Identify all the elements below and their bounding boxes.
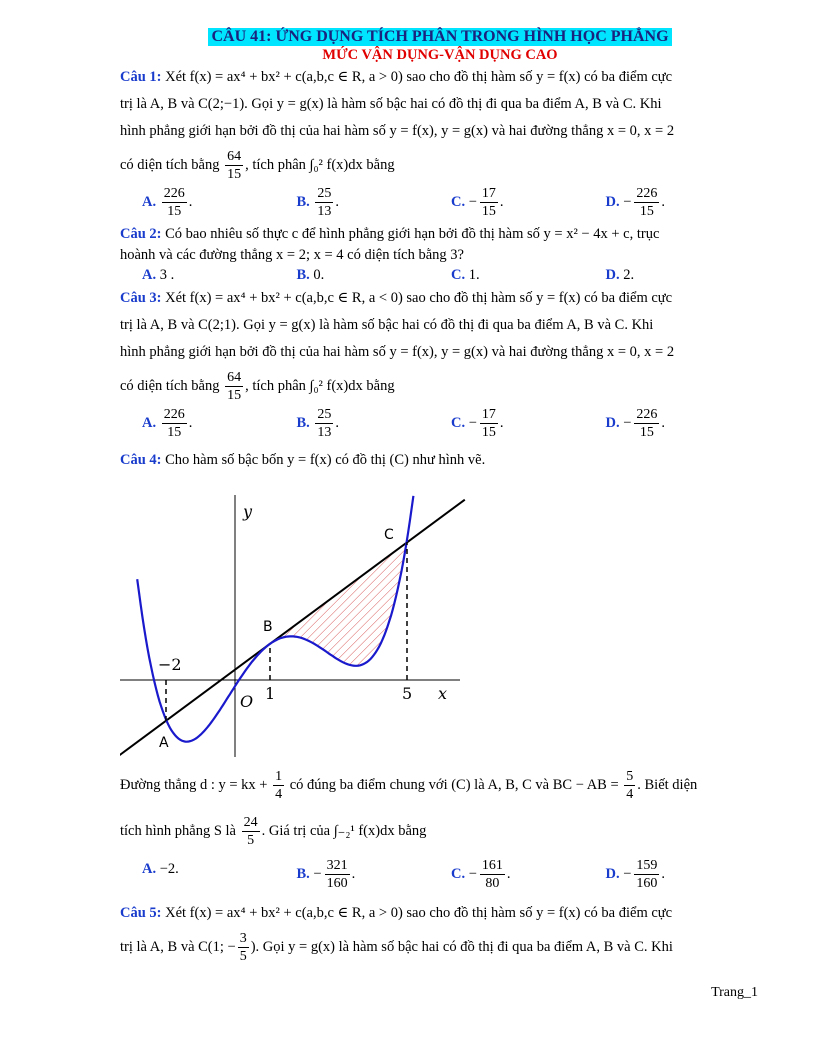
fraction (634, 406, 659, 441)
choices-q1 (120, 185, 760, 220)
question-label: Câu 3: (120, 290, 162, 306)
question-text: ). Gọi y = g(x) là hàm số bậc hai có đồ thị đi qua ba điểm A, B và C. Khi (250, 939, 673, 955)
frac-den: 13 (317, 204, 332, 219)
neg-sign: − (468, 865, 477, 882)
question-label: Câu 4: (120, 452, 162, 468)
page-content (120, 28, 760, 474)
question-text: Xét f(x) = ax⁴ + bx² + c(a,b,c ∈ R, a < 0) sao cho đồ thị hàm số y = f(x) có ba điểm cực (165, 290, 673, 306)
neg-sign: − (468, 414, 477, 431)
choice-a[interactable] (142, 857, 297, 892)
point-b-label: B (263, 619, 273, 635)
frac-num: 226 (636, 407, 658, 422)
choice-letter: A. (142, 861, 157, 877)
choice-letter: C. (451, 193, 466, 210)
frac-num: 226 (636, 186, 658, 201)
fraction (162, 185, 187, 220)
fraction (238, 930, 249, 965)
page-content-lower (120, 765, 760, 967)
fraction (242, 814, 260, 849)
fraction (480, 185, 498, 220)
frac-den: 15 (227, 388, 242, 404)
choice-letter: A. (142, 414, 157, 431)
frac-num: 1 (275, 769, 283, 785)
frac-den: 80 (485, 876, 500, 891)
x-axis-label: x (438, 684, 448, 703)
frac-num: 159 (636, 858, 658, 873)
frac-den: 15 (227, 167, 242, 183)
frac-num: 25 (317, 407, 332, 422)
choice-letter: B. (296, 193, 310, 210)
fraction (225, 369, 243, 404)
choice-a[interactable]: A. $\frac{226}{15}$ . (142, 407, 193, 440)
question-3 (120, 285, 760, 406)
choice-letter: D. (605, 267, 620, 283)
choice-letter: D. (605, 414, 620, 431)
y-axis-label: y (243, 502, 253, 521)
question-text: Có bao nhiêu số thực c để hình phẳng giới hạn bởi đồ thị hàm số y = x² − 4x + c, trục (165, 226, 660, 242)
question-text: Đường thẳng d : y = kx + (120, 777, 268, 793)
question-4 (120, 447, 760, 474)
neg-sign: − (313, 865, 322, 882)
question-5 (120, 900, 760, 967)
question-text: có diện tích bằng (120, 157, 220, 173)
frac-num: 64 (227, 149, 242, 165)
choice-letter: B. (296, 414, 310, 431)
fraction (634, 185, 659, 220)
fraction (225, 148, 243, 183)
question-text: , tích phân ∫₀² f(x)dx bằng (245, 157, 395, 173)
choice-c[interactable]: C. − $\frac{17}{15}$ . (451, 407, 504, 440)
frac-den: 15 (167, 204, 182, 219)
frac-den: 15 (639, 204, 654, 219)
question-text: , tích phân ∫₀² f(x)dx bằng (245, 378, 395, 394)
choice-letter: A. (142, 267, 157, 283)
choice-letter: C. (451, 865, 466, 882)
choices-q2 (120, 266, 760, 285)
title-wrap (120, 28, 760, 46)
question-2 (120, 224, 760, 266)
page-number: Trang_1 (711, 985, 758, 1000)
choice-a[interactable] (142, 266, 297, 285)
question-text: hình phẳng giới hạn bởi đồ thị của hai hàm số y = f(x), y = g(x) và hai đường thẳng x = 0, x = 2 (120, 123, 675, 139)
choice-text: 1. (468, 267, 480, 283)
choice-c[interactable]: C. − $\frac{17}{15}$ . (451, 186, 504, 219)
question-1 (120, 64, 760, 185)
frac-num: 3 (239, 931, 247, 947)
question-text: hoành và các đường thẳng x = 2; x = 4 có diện tích bằng 3? (120, 247, 464, 263)
fraction (480, 406, 498, 441)
frac-den: 160 (326, 876, 348, 891)
neg-sign: − (468, 193, 477, 210)
question-text: hình phẳng giới hạn bởi đồ thị của hai hàm số y = f(x), y = g(x) và hai đường thẳng x = 0, x = 2 (120, 344, 675, 360)
frac-num: 226 (163, 407, 185, 422)
question-text: trị là A, B và C(1; − (120, 939, 236, 955)
point-a-label: A (159, 735, 169, 751)
fraction (624, 768, 635, 803)
choice-d[interactable]: D. − $\frac{226}{15}$ . (605, 407, 666, 440)
frac-den: 15 (167, 425, 182, 440)
choice-letter: B. (296, 865, 310, 882)
neg-sign: − (623, 865, 632, 882)
origin-label: O (240, 692, 254, 711)
point-c-label: C (384, 527, 394, 543)
frac-num: 321 (326, 858, 348, 873)
question-text: Xét f(x) = ax⁴ + bx² + c(a,b,c ∈ R, a > 0) sao cho đồ thị hàm số y = f(x) có ba điểm cực (165, 69, 673, 85)
frac-num: 25 (317, 186, 332, 201)
choice-text: 3 . (159, 267, 175, 283)
frac-num: 226 (163, 186, 185, 201)
fraction (315, 406, 333, 441)
fraction (315, 185, 333, 220)
choice-letter: D. (605, 193, 620, 210)
question-text: . Biết diện (637, 777, 698, 793)
fraction (634, 857, 659, 892)
choice-text: 2. (623, 267, 635, 283)
question-text: có đúng ba điểm chung với (C) là A, B, C và BC − AB = (289, 777, 619, 793)
neg-sign: − (623, 193, 632, 210)
question-text: Xét f(x) = ax⁴ + bx² + c(a,b,c ∈ R, a > 0) sao cho đồ thị hàm số y = f(x) có ba điểm cực (165, 905, 673, 921)
tick-label-neg2: −2 (158, 655, 182, 674)
frac-den: 5 (247, 833, 255, 849)
frac-den: 5 (239, 949, 247, 965)
tick-label-1: 1 (265, 684, 276, 703)
function-graph (120, 495, 470, 760)
frac-den: 13 (317, 425, 332, 440)
question-text: . Giá trị của ∫₋₂¹ f(x)dx bằng (261, 823, 427, 839)
choice-letter: A. (142, 193, 157, 210)
fraction (480, 857, 505, 892)
frac-den: 4 (275, 787, 283, 803)
choice-a[interactable]: A. $\frac{226}{15}$ . (142, 186, 193, 219)
choice-letter: C. (451, 267, 466, 283)
frac-den: 15 (481, 425, 496, 440)
question-text: trị là A, B và C(2;−1). Gọi y = g(x) là hàm số bậc hai có đồ thị đi qua ba điểm A, B và C. Khi (120, 96, 662, 112)
choices-q4 (120, 857, 760, 892)
frac-num: 17 (481, 186, 496, 201)
choice-c[interactable] (451, 266, 606, 285)
frac-num: 24 (243, 815, 258, 831)
frac-den: 4 (626, 787, 634, 803)
question-text: trị là A, B và C(2;1). Gọi y = g(x) là hàm số bậc hai có đồ thị đi qua ba điểm A, B và C. Khi (120, 317, 654, 333)
page-title: CÂU 41: ỨNG DỤNG TÍCH PHÂN TRONG HÌNH HỌC PHẲNG (208, 28, 671, 46)
choice-d[interactable]: D. − $\frac{226}{15}$ . (605, 186, 666, 219)
frac-num: 5 (626, 769, 634, 785)
tick-label-5: 5 (402, 684, 413, 703)
choice-b[interactable]: B. $\frac{25}{13}$ . (296, 407, 340, 440)
choice-letter: B. (296, 267, 310, 283)
question-label: Câu 1: (120, 69, 162, 85)
choice-c[interactable]: C. − $\frac{161}{80}$ . (451, 858, 511, 891)
fraction (325, 857, 350, 892)
choice-letter: D. (605, 865, 620, 882)
question-text: tích hình phẳng S là (120, 823, 236, 839)
question-label: Câu 5: (120, 905, 162, 921)
choice-b[interactable]: B. $\frac{25}{13}$ . (296, 186, 340, 219)
choice-d[interactable] (606, 266, 761, 285)
frac-den: 15 (481, 204, 496, 219)
frac-den: 160 (636, 876, 658, 891)
frac-num: 64 (227, 370, 242, 386)
frac-num: 17 (481, 407, 496, 422)
hatched-area (269, 543, 406, 666)
question-text: có diện tích bằng (120, 378, 220, 394)
question-4-body (120, 765, 760, 851)
question-label: Câu 2: (120, 226, 162, 242)
question-text: Cho hàm số bậc bốn y = f(x) có đồ thị (C) như hình vẽ. (165, 452, 486, 468)
choice-b[interactable] (297, 266, 452, 285)
frac-num: 161 (481, 858, 503, 873)
choice-b[interactable]: B. − $\frac{321}{160}$ . (296, 858, 356, 891)
choice-letter: C. (451, 414, 466, 431)
choices-q3 (120, 406, 760, 441)
fraction (162, 406, 187, 441)
choice-text: −2. (159, 861, 179, 877)
choice-text: 0. (313, 267, 325, 283)
neg-sign: − (623, 414, 632, 431)
frac-den: 15 (639, 425, 654, 440)
fraction (273, 768, 284, 803)
choice-d[interactable]: D. − $\frac{159}{160}$ . (605, 858, 666, 891)
page-subtitle: MỨC VẬN DỤNG-VẬN DỤNG CAO (322, 47, 558, 63)
